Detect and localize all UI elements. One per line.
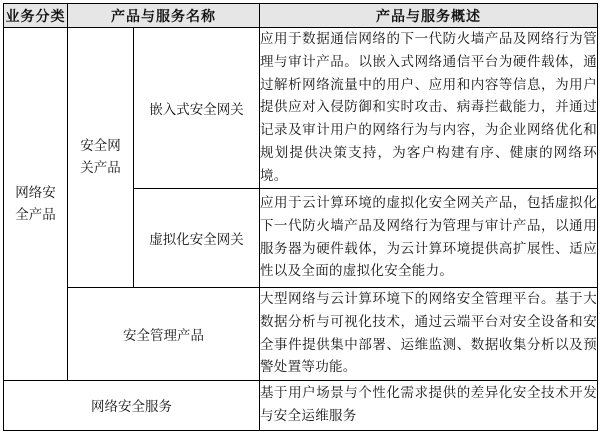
- table-row-security-management: [4, 287, 598, 380]
- header-name: 产品与服务名称: [68, 4, 260, 28]
- header-category: 业务分类: [4, 4, 68, 28]
- desc-security-services: 基于用户场景与个性化需求提供的差异化安全技术开发与安全运维服务: [260, 380, 598, 430]
- subcategory-security-gateway: 安全网 关产品: [68, 28, 134, 288]
- name-security-management: 安全管理产品: [68, 287, 260, 380]
- name-security-services: 网络安全服务: [4, 380, 260, 430]
- header-row: [4, 4, 598, 28]
- name-embedded-gateway: 嵌入式安全网关: [134, 28, 260, 189]
- desc-security-management: 大型网络与云计算环境下的网络安全管理平台。基于大数据分析与可视化技术，通过云端平台对安全设备和安全事件提供集中部署、运维监测、数据收集分析以及预警处置等功能。: [260, 287, 598, 380]
- product-service-table: [3, 3, 598, 431]
- name-virtual-gateway: 虚拟化安全网关: [134, 188, 260, 287]
- table-row-embedded-gateway: [4, 28, 598, 189]
- header-overview: 产品与服务概述: [260, 4, 598, 28]
- desc-embedded-gateway: 应用于数据通信网络的下一代防火墙产品及网络行为管理与审计产品。以嵌入式网络通信平台为硬件载体，通过解析网络流量中的用户、应用和内容等信息，为用户提供应对入侵防御和实时攻击、病毒拦截能力，并通过记录及审计用户的网络行为与内容，为企业网络优化和规划提供决策支持，为客户构建有序、健康的网络环境。: [260, 28, 598, 189]
- desc-virtual-gateway: 应用于云计算环境的虚拟化安全网关产品，包括虚拟化下一代防火墙产品及网络行为管理与审计产品，以通用服务器为硬件载体，为云计算环境提供高扩展性、适应性以及全面的虚拟化安全能力。: [260, 188, 598, 287]
- category-network-security-products: 网络安 全产品: [4, 28, 68, 381]
- table-row-security-services: [4, 380, 598, 430]
